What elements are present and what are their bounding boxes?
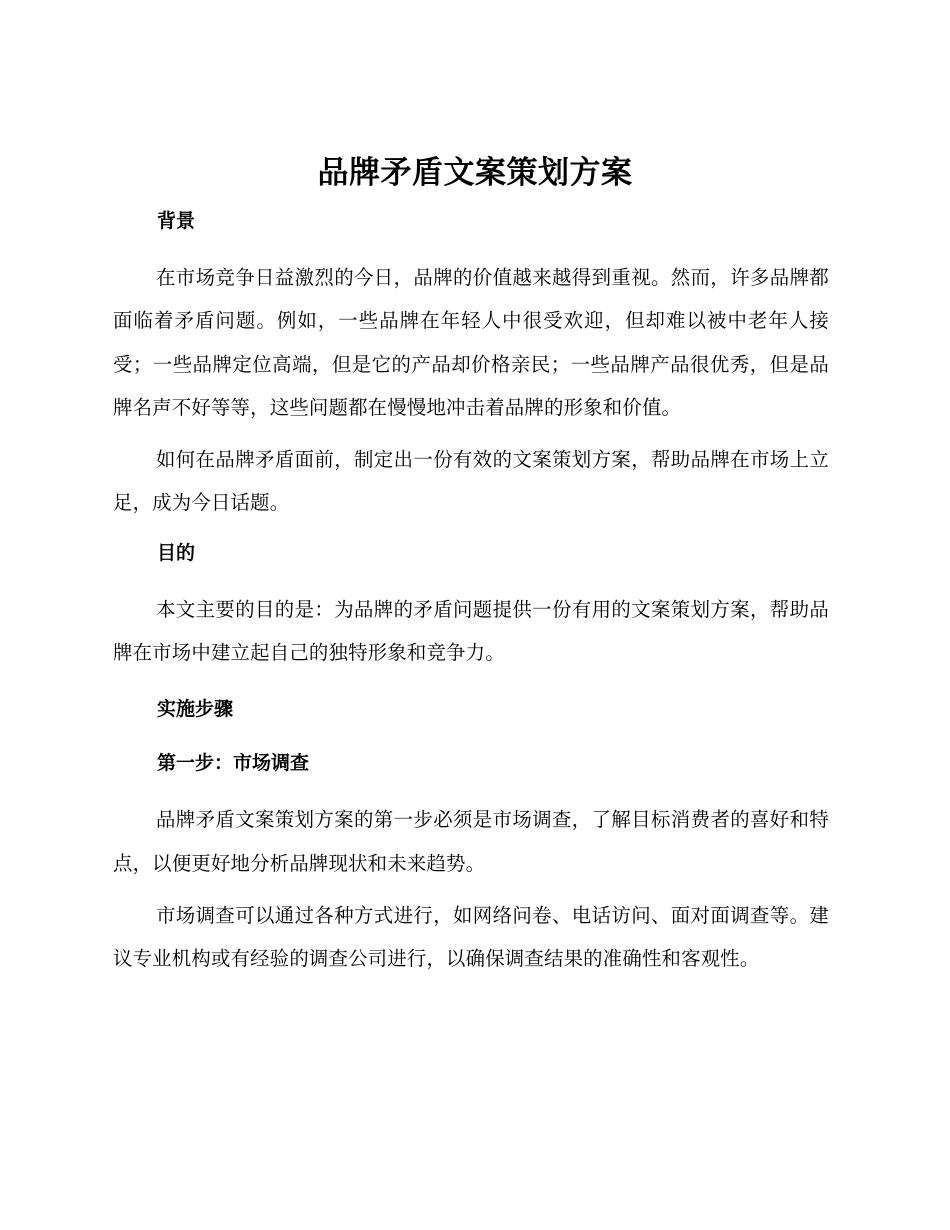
section-heading-background: 背景 (157, 210, 196, 232)
paragraph-background-2: 如何在品牌矛盾面前，制定出一份有效的文案策划方案，帮助品牌在市场上立足，成为今日话题。 (113, 448, 829, 515)
document-body (113, 202, 829, 990)
paragraph-step1-1: 品牌矛盾文案策划方案的第一步必须是市场调查，了解目标消费者的喜好和特点，以便更好地分析品牌现状和未来趋势。 (113, 808, 829, 875)
section-heading-step1: 第一步：市场调查 (157, 752, 310, 775)
paragraph-purpose-1: 本文主要的目的是：为品牌的矛盾问题提供一份有用的文案策划方案，帮助品牌在市场中建立起自己的独特形象和竞争力。 (113, 597, 829, 665)
document-title: 品牌矛盾文案策划方案 (317, 155, 633, 191)
section-heading-purpose: 目的 (157, 541, 196, 564)
paragraph-step1-2: 市场调查可以通过各种方式进行，如网络问卷、电话访问、面对面调查等。建议专业机构或有经验的调查公司进行，以确保调查结果的准确性和客观性。 (113, 903, 829, 971)
paragraph-background-1: 在市场竞争日益激烈的今日，品牌的价值越来越得到重视。然而，许多品牌都面临着矛盾问题。例如，一些品牌在年轻人中很受欢迎，但却难以被中老年人接受；一些品牌定位高端，但是它的产品却价格亲民；一些品牌产品很优秀，但是品牌名声不好等等，这些问题都在慢慢地冲击着品牌的形象和价值。 (113, 266, 829, 419)
section-heading-steps: 实施步骤 (157, 698, 234, 721)
